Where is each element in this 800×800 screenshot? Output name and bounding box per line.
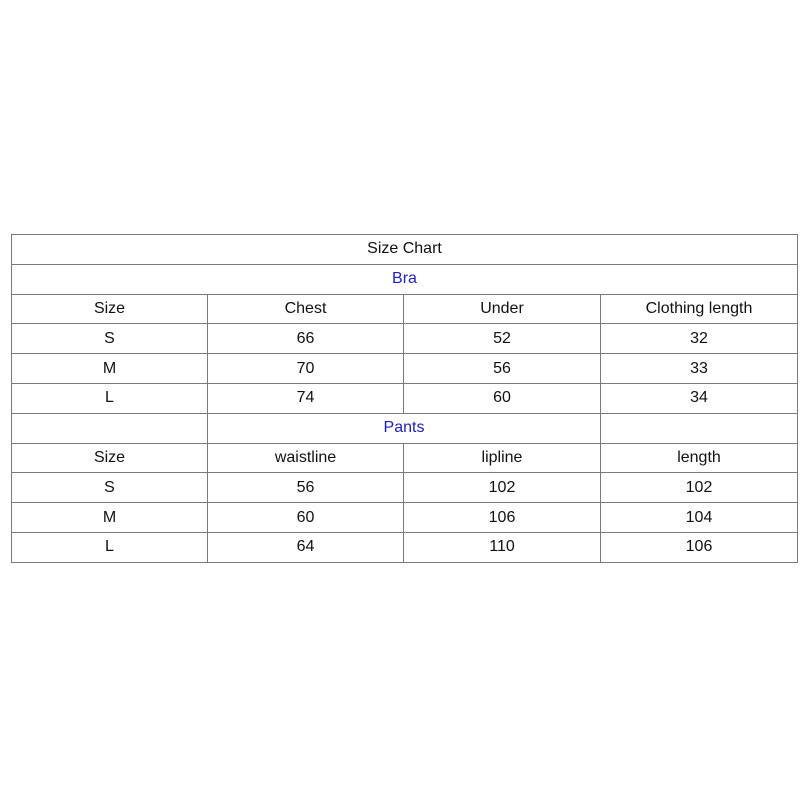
title-row [12,235,798,265]
bra-cell-under: 56 [404,354,601,384]
pants-header-lipline: lipline [404,443,601,473]
bra-cell-under: 60 [404,383,601,413]
bra-header-under: Under [404,294,601,324]
table-row [12,503,798,533]
bra-cell-size: M [12,354,208,384]
table-row [12,532,798,562]
size-chart-table [11,234,798,563]
pants-cell-length: 102 [601,473,798,503]
pants-header-size: Size [12,443,208,473]
table-row [12,383,798,413]
table-row [12,473,798,503]
table-row [12,324,798,354]
pants-cell-size: S [12,473,208,503]
bra-cell-chest: 70 [208,354,404,384]
pants-header-waistline: waistline [208,443,404,473]
chart-title: Size Chart [12,235,798,265]
bra-section-row [12,264,798,294]
pants-section-label: Pants [208,413,601,443]
pants-cell-waistline: 60 [208,503,404,533]
bra-header-chest: Chest [208,294,404,324]
bra-header-size: Size [12,294,208,324]
pants-cell-length: 106 [601,532,798,562]
bra-header-clothing-length: Clothing length [601,294,798,324]
pants-cell-lipline: 106 [404,503,601,533]
bra-cell-clothing-length: 33 [601,354,798,384]
bra-cell-chest: 74 [208,383,404,413]
pants-section-blank-right [601,413,798,443]
bra-cell-clothing-length: 34 [601,383,798,413]
pants-cell-waistline: 56 [208,473,404,503]
pants-cell-length: 104 [601,503,798,533]
pants-section-row [12,413,798,443]
pants-header-length: length [601,443,798,473]
pants-cell-lipline: 110 [404,532,601,562]
bra-cell-under: 52 [404,324,601,354]
pants-header-row [12,443,798,473]
pants-section-blank-left [12,413,208,443]
pants-cell-size: L [12,532,208,562]
bra-cell-size: S [12,324,208,354]
bra-cell-clothing-length: 32 [601,324,798,354]
bra-cell-chest: 66 [208,324,404,354]
bra-header-row [12,294,798,324]
pants-cell-waistline: 64 [208,532,404,562]
bra-cell-size: L [12,383,208,413]
pants-cell-size: M [12,503,208,533]
table-row [12,354,798,384]
bra-section-label: Bra [12,264,798,294]
pants-cell-lipline: 102 [404,473,601,503]
